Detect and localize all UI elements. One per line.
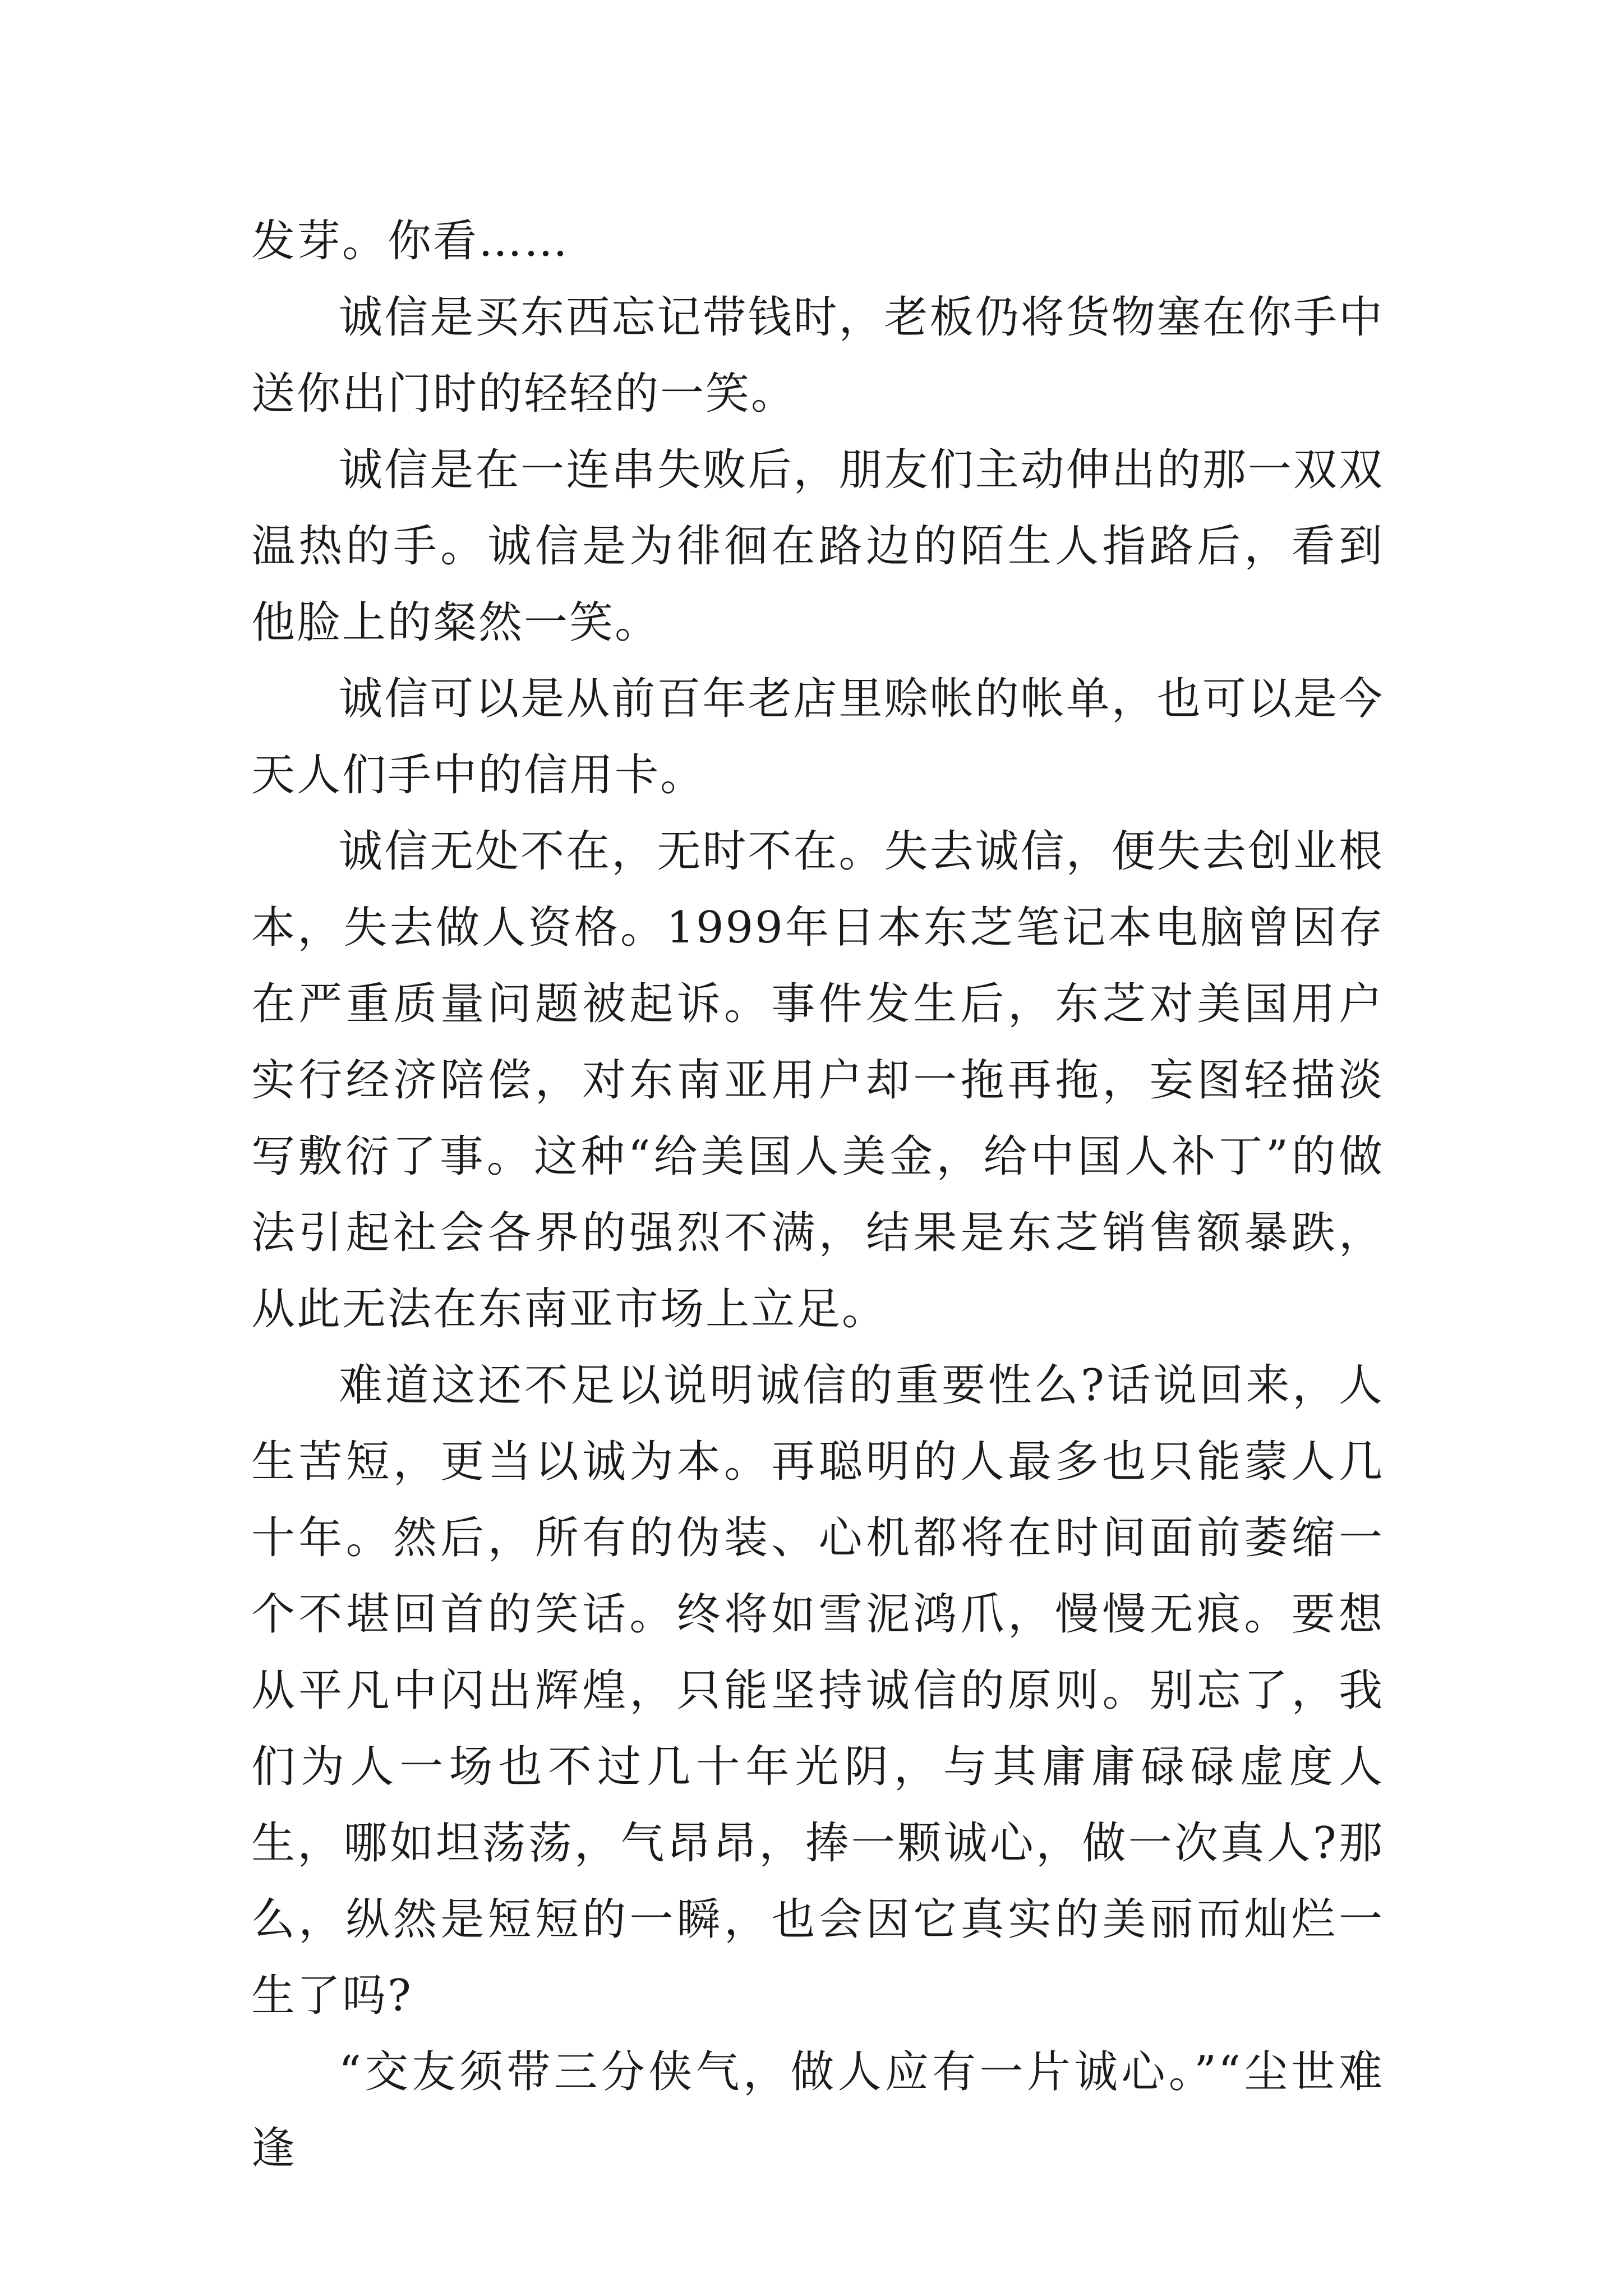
paragraph-1: 发芽。你看…… bbox=[251, 216, 570, 266]
paragraph-5: 诚信无处不在，无时不在。失去诚信，便失去创业根本，失去做人资格。1999年日本东芝笔记本电脑曾因存在严重质量问题被起诉。事件发生后，东芝对美国用户实行经济陪偿，对东南亚用户却一拖再拖，妄图轻描淡写敷衍了事。这种“给美国人美金，给中国人补丁”的做法引起社会各界的强烈不满，结果是东芝销售额暴跌，从此无法在东南亚市场上立足。 bbox=[251, 826, 1384, 1335]
paragraph-2: 诚信是买东西忘记带钱时，老板仍将货物塞在你手中送你出门时的轻轻的一笑。 bbox=[251, 292, 1384, 419]
paragraph-4: 诚信可以是从前百年老店里赊帐的帐单，也可以是今天人们手中的信用卡。 bbox=[251, 674, 1384, 800]
paragraph-3: 诚信是在一连串失败后，朋友们主动伸出的那一双双温热的手。诚信是为徘徊在路边的陌生人指路后，看到他脸上的粲然一笑。 bbox=[251, 445, 1384, 648]
paragraph-7: “交友须带三分侠气，做人应有一片诚心。”“尘世难逢 bbox=[251, 2047, 1384, 2174]
paragraph-6: 难道这还不足以说明诚信的重要性么?话说回来，人生苦短，更当以诚为本。再聪明的人最多也只能蒙人几十年。然后，所有的伪装、心机都将在时间面前萎缩一个不堪回首的笑话。终将如雪泥鸿爪，慢慢无痕。要想从平凡中闪出辉煌，只能坚持诚信的原则。别忘了，我们为人一场也不过几十年光阴，与其庸庸碌碌虚度人生，哪如坦荡荡，气昂昂，捧一颗诚心，做一次真人?那么，纵然是短短的一瞬，也会因它真实的美丽而灿烂一生了吗? bbox=[251, 1360, 1384, 2021]
document-body bbox=[251, 203, 1384, 2187]
